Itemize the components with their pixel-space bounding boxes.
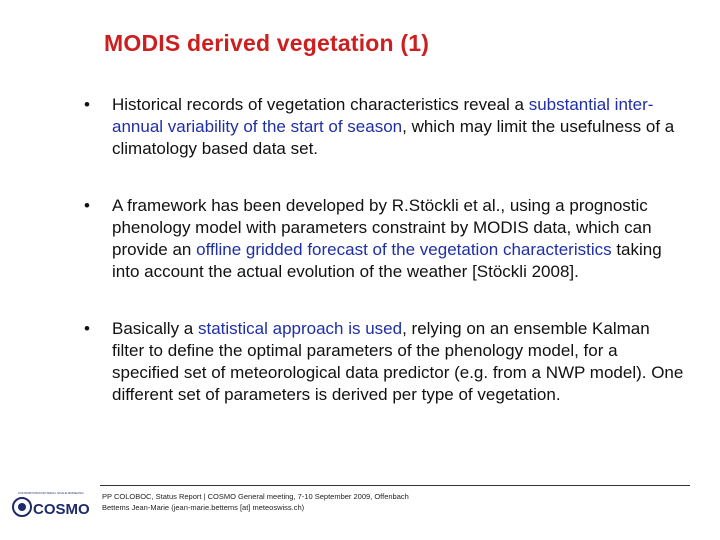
bullet-text — [112, 94, 684, 160]
footer-line-1: PP COLOBOC, Status Report | COSMO General meeting, 7-10 September 2009, Offenbach — [102, 492, 409, 501]
bullet-dot: • — [84, 95, 90, 114]
text-run: Historical records of vegetation characteristics reveal a — [112, 95, 529, 114]
bullet-item — [84, 94, 684, 160]
cosmo-logo — [10, 487, 90, 521]
text-run: A framework has been developed by R.Stöckli et al., using a prognostic phenology model with parameters constraint by MODIS data, which can provide an — [112, 196, 652, 259]
bullet-text — [112, 195, 684, 283]
text-run: Basically a — [112, 319, 198, 338]
text-run: , which may limit the usefulness of a climatology based data set. — [112, 117, 675, 158]
logo-text: COSMO — [33, 501, 90, 518]
highlight-text: substantial inter-annual variability of the start of season — [112, 95, 654, 136]
bullet-text — [112, 318, 684, 406]
bullet-item — [84, 318, 684, 406]
footer-divider — [100, 485, 690, 486]
footer — [102, 491, 409, 513]
bullet-item — [84, 195, 684, 283]
bullet-dot: • — [84, 196, 90, 215]
bullet-list — [84, 94, 684, 441]
highlight-text: statistical approach is used — [197, 319, 403, 338]
text-run: , relying on an ensemble Kalman filter to define the optimal parameters of the phenology model, for a specified set of meteorological data predictor (e.g. from a NWP model). One different set of parameters is derived per type of vegetation. — [112, 319, 684, 404]
slide-title: MODIS derived vegetation (1) — [104, 30, 430, 56]
logo-small-text: CONSORTIUM FOR SMALL SCALE MODELING — [18, 491, 84, 495]
highlight-text: offline gridded forecast of the vegetation characteristics — [196, 240, 612, 259]
bullet-dot: • — [84, 319, 90, 338]
footer-line-2: Bettems Jean-Marie (jean-marie.bettems [at] meteoswiss.ch) — [102, 503, 305, 512]
text-run: taking into account the actual evolution of the weather [Stöckli 2008]. — [112, 240, 662, 281]
